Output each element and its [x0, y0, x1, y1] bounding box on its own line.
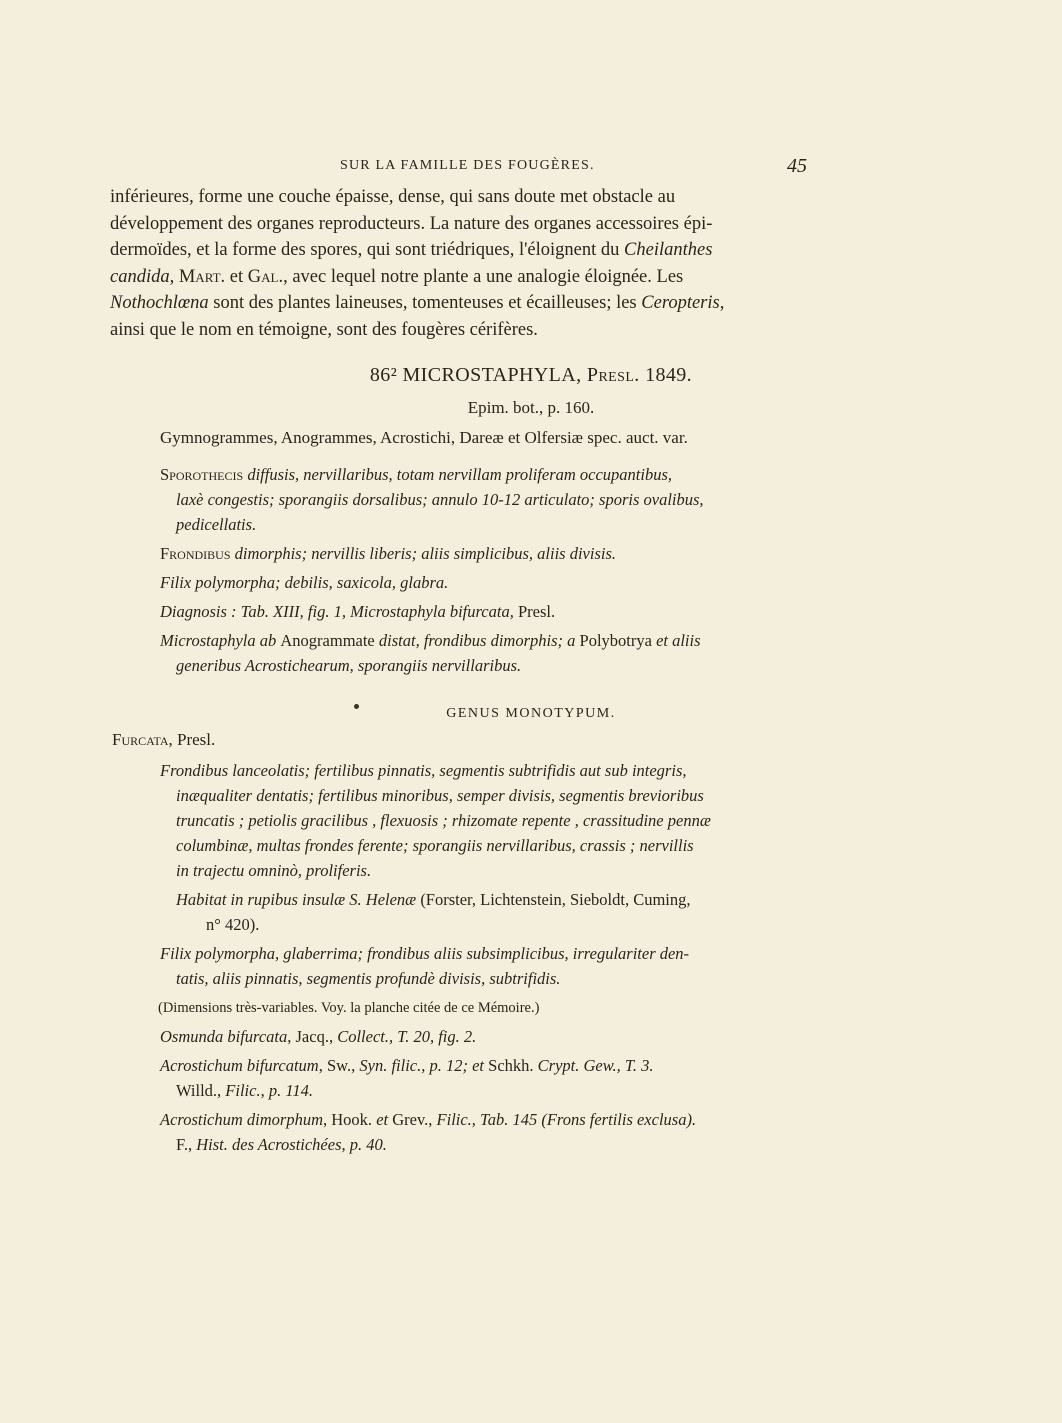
habitat-line	[160, 887, 810, 912]
citation: Hist. des Acrostichées, p. 40.	[196, 1135, 387, 1154]
desc-text: Filix polymorpha, glaberrima; frondibus aliis subsimplicibus, irregulariter den-	[160, 944, 690, 963]
text: et	[376, 1110, 389, 1129]
desc-text: columbinæ, multas frondes ferente; sporangiis nervillaribus, crassis ; nervillis	[176, 836, 694, 855]
genus-name: 86² MICROSTAPHYLA,	[369, 364, 587, 386]
char-line	[160, 487, 810, 512]
citation: Collect., T. 20, fig. 2.	[337, 1027, 477, 1046]
year: 1849.	[639, 364, 693, 386]
genus-title	[0, 364, 1062, 387]
intro-line: inférieures, forme une couche épaisse, dense, qui sans doute met obstacle au	[110, 187, 676, 207]
taxon-name: candida,	[110, 266, 179, 287]
taxon-name: Anogrammate	[280, 631, 375, 650]
text: generibus Acrostichearum, sporangiis nervillaribus.	[176, 656, 522, 675]
reference	[160, 1132, 810, 1157]
author: Schkh.	[484, 1056, 538, 1075]
desc-line	[160, 941, 810, 966]
desc-line	[160, 783, 810, 808]
reference	[160, 1024, 810, 1049]
text: ,	[719, 293, 725, 313]
species-epithet: Furcata	[112, 730, 169, 749]
text: et aliis	[651, 631, 701, 650]
intro-line: développement des organes reproducteurs. La nature des organes accessoires épi-	[110, 213, 713, 234]
desc-text: tatis, aliis pinnatis, segmentis profundè divisis, subtrifidis.	[176, 969, 561, 988]
diagnosis: Diagnosis : Tab. XIII, fig. 1, Microstaphyla bifurcata,	[160, 602, 518, 621]
author: Presl.	[586, 364, 640, 386]
char-label: Sporothecis	[160, 465, 244, 484]
citation: Crypt. Gew., T. 3.	[537, 1056, 654, 1075]
text: , avec lequel notre plante a une analogie éloignée. Les	[283, 266, 684, 287]
intro-line	[110, 264, 810, 291]
char-text: diffusis, nervillaribus, totam nervillam proliferam occupantibus,	[243, 465, 673, 484]
text: Microstaphyla ab	[160, 631, 281, 650]
char-text: Filix polymorpha; debilis, saxicola, glabra.	[160, 573, 449, 592]
author: Presl.	[517, 602, 556, 621]
genus-synonyms: Gymnogrammes, Anogrammes, Acrostichi, Dareæ et Olfersiæ spec. auct. var.	[160, 428, 688, 447]
citation: Filic., Tab. 145 (Frons fertilis exclusa).	[436, 1110, 697, 1129]
dimensions-note: (Dimensions très-variables. Voy. la planche citée de ce Mémoire.)	[158, 1000, 540, 1016]
genus-characters	[160, 462, 810, 678]
taxon-name: Ceropteris	[641, 293, 720, 313]
page-header	[0, 155, 1062, 182]
taxon-name: Cheilanthes	[624, 240, 713, 260]
desc-line	[160, 808, 810, 833]
text: et	[225, 266, 248, 287]
habitat-line: n° 420).	[206, 915, 260, 934]
genus-reference: Epim. bot., p. 160.	[467, 398, 595, 417]
reference	[160, 1107, 810, 1132]
char-line	[160, 570, 810, 595]
text: sont des plantes laineuses, tomenteuses et écailleuses; les	[208, 293, 642, 313]
desc-line	[160, 833, 810, 858]
intro-paragraph	[110, 184, 810, 343]
author: , Hook.	[323, 1110, 377, 1129]
desc-line	[160, 966, 810, 991]
running-title: SUR LA FAMILLE DES FOUGÈRES.	[340, 158, 595, 173]
intro-line	[110, 290, 810, 317]
desc-text: Frondibus lanceolatis; fertilibus pinnatis, segmentis subtrifidis aut sub integris,	[160, 761, 687, 780]
intro-line: ainsi que le nom en témoigne, sont des fougères cérifères.	[110, 319, 538, 340]
author: , Sw.,	[318, 1056, 360, 1075]
reference	[160, 1078, 810, 1103]
text: distat, frondibus dimorphis; a	[374, 631, 580, 650]
collectors: (Forster, Lichtenstein, Sieboldt, Cuming,	[416, 890, 691, 909]
desc-text: truncatis ; petiolis gracilibus , flexuosis ; rhizomate repente , crassitudine pennæ	[176, 811, 711, 830]
taxon-name: Osmunda bifurcata	[160, 1027, 288, 1046]
desc-line	[160, 858, 810, 883]
char-text: laxè congestis; sporangiis dorsalibus; annulo 10-12 articulato; sporis ovalibus,	[176, 490, 704, 509]
char-line	[160, 599, 810, 624]
author: Gal.	[247, 266, 284, 287]
intro-line	[110, 237, 810, 264]
char-line	[160, 462, 810, 487]
char-line	[160, 512, 810, 537]
char-line	[160, 653, 810, 678]
char-line	[160, 541, 810, 566]
desc-text: in trajectu omninò, proliferis.	[176, 861, 372, 880]
author: Grev.,	[388, 1110, 437, 1129]
author: , Jacq.,	[287, 1027, 338, 1046]
char-line	[160, 628, 810, 653]
citation: Filic., p. 114.	[225, 1081, 313, 1100]
taxon-name: Nothochlœna	[110, 293, 209, 313]
citation: Syn. filic., p. 12; et	[359, 1056, 485, 1075]
author: , Presl.	[168, 730, 216, 749]
author: Mart.	[178, 266, 226, 287]
genus-monotypum: GENUS MONOTYPUM.	[446, 706, 616, 721]
species-description	[160, 758, 810, 991]
habitat: Habitat in rupibus insulæ S. Helenæ	[176, 890, 417, 909]
char-label: Frondibus	[160, 544, 231, 563]
text: dermoïdes, et la forme des spores, qui sont triédriques, l'éloignent du	[110, 240, 625, 260]
species-name	[112, 730, 215, 750]
author: Willd.,	[176, 1081, 226, 1100]
desc-text: inæqualiter dentatis; fertilibus minoribus, semper divisis, segmentis brevioribus	[176, 786, 704, 805]
char-text: dimorphis; nervillis liberis; aliis simplicibus, aliis divisis.	[230, 544, 617, 563]
author: F.,	[176, 1135, 197, 1154]
references	[160, 1024, 810, 1157]
reference	[160, 1053, 810, 1078]
taxon-name: Acrostichum bifurcatum	[160, 1056, 319, 1075]
char-text: pedicellatis.	[176, 515, 257, 534]
taxon-name: Acrostichum dimorphum	[160, 1110, 324, 1129]
page-number: 45	[787, 155, 807, 177]
desc-line	[160, 758, 810, 783]
taxon-name: Polybotrya	[579, 631, 652, 650]
